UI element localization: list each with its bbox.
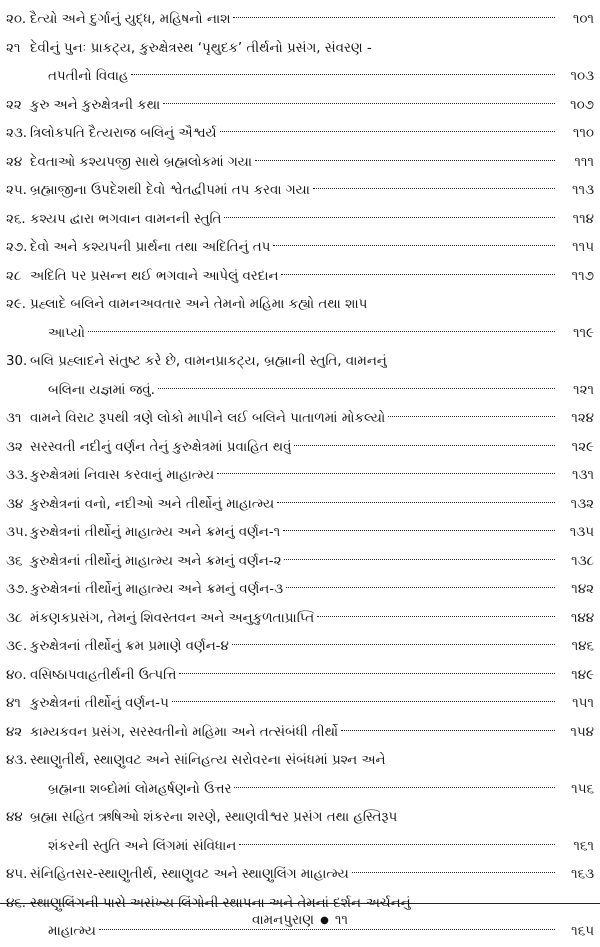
toc-entry-title: મંકણકપ્રસંગ, તેમનું શિવસ્તવન અને અનુકુળતાપ્રાપ્તિ [30,610,315,626]
toc-entry-line [6,605,594,634]
toc-entry-page: ૧૨૪ [571,411,594,426]
toc-entry-line [6,462,594,491]
toc-entry-title: વામને વિરાટ રૂપથી ત્રણે લોકો માપીને લઈ બલિને પાતાળમાં મોકલ્યો [30,411,386,426]
toc-entry-title: ત્રિલોકપતિ દૈત્યરાજ બલિનું ઐશ્વર્ય [30,126,217,141]
toc-entry-number: ૨૦. [6,12,27,27]
footer-book-title: વામનપુરાણ [251,912,315,928]
toc-entry-title: પ્રહ્લાદે બલિને વામનઅવતાર અને તેમનો મહિમા કહ્યો તથા શાપ [30,297,368,312]
toc-entry [6,92,594,121]
toc-entry-title: સરસ્વતી નદીનું વર્ણન તેનું કુરુક્ષેત્રમાં પ્રવાહિત થવું [30,439,292,455]
toc-entry-title: કુરુક્ષેત્રનાં વનો, નદીઓ અને તીર્થોનું માહાત્મ્ય [30,496,275,512]
toc-entry [6,462,594,491]
toc-entry [6,6,594,35]
toc-entry-number: ૨૨ [6,97,22,113]
toc-entry [6,662,594,691]
toc-entry-number: ૪૩. [6,753,28,768]
dot-leader [284,559,555,560]
toc-entry-title: આપ્યો [48,325,85,341]
dot-leader [131,74,555,75]
toc-entry-title: કુરુક્ષેત્રનાં તીર્થોનું માહાત્મ્ય અને ક્રમનું વર્ણન-૧ [30,525,281,540]
toc-entry [6,348,594,405]
dot-leader [352,872,555,873]
toc-entry-line [6,690,594,719]
toc-entry [6,149,594,178]
toc-entry-line [6,149,594,178]
toc-entry [6,804,594,861]
toc-entry-title: બલિ પ્રહ્લાદને સંતુષ્ટ કરે છે, વામનપ્રાકટ્ય, બ્રહ્માની સ્તુતિ, વામનનું [30,354,387,369]
toc-entry-number: 30. [6,354,28,369]
toc-entry-number: ૨૧ [6,40,21,56]
toc-entry-line [6,234,594,263]
dot-leader [313,188,555,189]
toc-entry-page: ૧૧૦ [572,126,594,141]
toc-entry-line [6,434,594,463]
dot-leader [294,445,555,446]
toc-entry [6,405,594,434]
toc-entry [6,206,594,235]
toc-entry-page: ૧૫૧ [572,696,594,711]
dot-leader [220,131,556,132]
toc-entry-page: ૧૧૧ [574,154,594,170]
toc-entry [6,35,594,92]
toc-entry-line [6,776,594,805]
toc-entry-title: કામ્યકવન પ્રસંગ, સરસ્વતીનો મહિમા અને તત્સંબંધી તીર્થો [30,724,339,740]
dot-leader [239,844,555,845]
toc-entry-line [6,861,594,890]
toc-entry-line [6,263,594,292]
toc-entry-title: અદિતિ પર પ્રસન્ન થઈ ભગવાને આપેલું વરદાન [30,268,279,284]
dot-leader [172,701,555,702]
toc-entry-line [6,576,594,605]
toc-entry [6,177,594,206]
toc-entry [6,690,594,719]
toc-entry-number: ૪૦. [6,667,27,683]
toc-entry-page: ૧૧૭ [571,268,594,284]
toc-entry-line [6,548,594,577]
footer-bullet: ● [320,914,329,926]
toc-entry [6,234,594,263]
toc-entry-page: ૧૩૧ [571,468,594,483]
page-footer [0,903,600,936]
toc-entry-line [6,377,594,406]
toc-entry-line [6,405,594,434]
toc-entry-number: ૨૬. [6,211,26,227]
toc-entry-page: ૧૧૯ [572,325,594,341]
toc-entry [6,519,594,548]
dot-leader [277,502,555,503]
toc-entry-title: શંકરની સ્તુતિ અને લિંગમાં સંવિધાન [48,838,237,854]
toc-entry-title: સંનિહિતસર-સ્થાણુતીર્થ, સ્થાણુવટ અને સ્થાણુલિંગ માહાત્મ્ય [30,867,349,882]
dot-leader [163,103,555,104]
toc-entry-title: બ્રહ્મના શબ્દોમાં લોમહર્ષણનો ઉત્તર [48,781,232,797]
toc-entry-number: ૩૩. [6,468,29,483]
dot-leader [234,787,555,788]
toc-entry-page: ૧૨૯ [571,439,594,455]
toc-entry-page: ૧૩૮ [571,553,594,569]
toc-entry [6,719,594,748]
toc-entry-page: ૧૩૫ [569,525,594,540]
toc-entry-number: ૨૩. [6,126,28,141]
dot-leader [233,17,555,18]
toc-entry-page: ૧૧૪ [572,211,594,227]
toc-entry-line [6,662,594,691]
toc-entry-title: તપતીનો વિવાહ [48,69,129,84]
dot-leader [341,730,555,731]
toc-entry-line [6,833,594,862]
dot-leader [317,616,555,617]
toc-entry-title: કુરુક્ષેત્રનાં તીર્થોનું માહાત્મ્ય અને ક્રમનું વર્ણન-૩ [30,582,284,597]
toc-entry-line [6,63,594,92]
table-of-contents [6,6,594,947]
toc-entry-page: ૧૫૬ [571,781,594,797]
toc-entry [6,605,594,634]
dot-leader [88,331,555,332]
dot-leader [224,217,555,218]
toc-entry-title: સ્થાણુલિંગની પાસે અસંખ્ય લિંગોની સ્થાપના અને તેમનાં દર્શન-અર્ચનનું [30,895,411,911]
toc-entry-line [6,719,594,748]
toc-entry-line [6,35,594,64]
toc-entry [6,576,594,605]
toc-entry-page: ૧૬૧ [573,838,594,854]
toc-entry-number: ૪૪ [6,810,23,825]
toc-entry [6,263,594,292]
toc-entry-line [6,92,594,121]
toc-entry-line [6,804,594,833]
dot-leader [281,274,555,275]
toc-entry-page: ૧૪૬ [571,639,594,654]
toc-entry-page: ૧૧૫ [572,240,594,255]
toc-entry-title: કશ્યપ દ્વારા ભગવાન વામનની સ્તુતિ [30,211,222,227]
toc-entry-page: ૧૦૧ [572,12,594,27]
dot-leader [179,673,555,674]
toc-entry-number: ૨૮ [6,268,22,284]
toc-entry-title: કુરુક્ષેત્રમાં નિવાસ કરવાનું માહાત્મ્ય [30,468,215,483]
toc-entry-page: ૧૫૪ [570,724,594,740]
toc-entry-page: ૧૦૩ [570,69,594,84]
toc-entry [6,291,594,348]
toc-entry-title: દેવીનું પુનઃ પ્રાકટ્ય, કુરુક્ષેત્રસ્થ ‘પૃથુદક’ તીર્થનો પ્રસંગ, સંવરણ - [30,40,372,56]
toc-entry-number: ૨૯. [6,297,27,312]
toc-entry-number: ૩૮ [6,610,23,626]
toc-entry [6,747,594,804]
toc-entry [6,548,594,577]
toc-entry-number: ૩૬ [6,553,23,569]
toc-entry-page: ૧૬૩ [571,867,594,882]
toc-entry-title: માહાત્મ્ય [48,924,96,939]
toc-entry-title: કુરુક્ષેત્રનાં તીર્થોનું વર્ણન-૫ [30,696,169,711]
toc-entry-page: ૧૨૧ [573,382,594,398]
toc-entry-line [6,177,594,206]
toc-entry [6,491,594,520]
toc-entry-title: બ્રહ્મા સહિત ઋષિઓ શંકરના શરણે, સ્થાણવીશ્વર પ્રસંગ તથા હસ્તિરૂપ [30,810,398,825]
toc-entry-number: ૨૫. [6,183,27,198]
dot-leader [158,388,555,389]
toc-entry-number: ૩૫. [6,525,28,540]
dot-leader [255,160,555,161]
dot-leader [273,245,555,246]
toc-entry-page: ૧૧૩ [571,183,594,198]
toc-entry-number: ૩૨ [6,439,23,455]
dot-leader [286,587,555,588]
toc-entry-number: ૪૨ [6,724,23,740]
toc-entry [6,434,594,463]
toc-entry-number: ૪૫. [6,867,28,882]
dot-leader [283,530,555,531]
toc-entry-title: બ્રહ્માજીના ઉપદેશથી દેવો શ્વેતદ્વીપમાં તપ કરવા ગયા [30,183,310,198]
toc-entry-number: ૪૧ [6,696,21,711]
toc-entry-line [6,491,594,520]
toc-entry-title: કુરુ અને કુરુક્ષેત્રની કથા [30,97,161,113]
toc-entry-number: ૨૪ [6,154,23,170]
toc-entry-line [6,320,594,349]
toc-entry-title: દેવો અને કશ્યપની પ્રાર્થના તથા અદિતિનું તપ [30,240,271,255]
toc-entry-page: ૧૪૯ [571,667,594,683]
toc-entry-number: ૩૭. [6,582,29,597]
toc-entry-number: ૩૪ [6,496,24,512]
dot-leader [217,473,555,474]
toc-entry-title: સ્થાણુતીર્થ, સ્થાણુવટ અને સાંનિહત્ય સરોવરના સંબંધમાં પ્રશ્ન અને [30,753,386,768]
toc-entry-line [6,6,594,35]
toc-entry-title: વસિષ્ઠાપવાહતીર્થની ઉત્પત્તિ [30,667,177,683]
toc-entry-title: દૈત્યો અને દુર્ગાનું યુદ્ધ, મહિષનો નાશ [30,12,231,27]
dot-leader [232,644,555,645]
toc-entry-line [6,348,594,377]
toc-entry-number: ૩૧ [6,411,22,426]
toc-entry-title: દેવતાઓ કશ્યપજી સાથે બ્રહ્મલોકમાં ગયા [30,154,252,170]
toc-entry-title: કુરુક્ષેત્રનાં તીર્થોનું ક્રમ પ્રમાણે વર્ણન-૪ [30,639,229,654]
toc-entry-title: બલિના યજ્ઞમાં જવું. [48,382,155,398]
toc-entry-line [6,519,594,548]
toc-entry-page: ૧૪૨ [571,582,594,597]
toc-entry-title: કુરુક્ષેત્રનાં તીર્થોનું માહાત્મ્ય અને ક્રમનું વર્ણન-૨ [30,553,282,569]
toc-entry-page: ૧૩૨ [570,496,594,512]
toc-entry-number: ૨૭. [6,240,28,255]
toc-entry-page: ૧૬૫ [571,924,594,939]
toc-entry-line [6,206,594,235]
footer-page-number: ૧૧ [334,912,349,928]
toc-entry-line [6,747,594,776]
toc-entry-page: ૧૦૭ [570,97,594,113]
toc-entry-line [6,120,594,149]
toc-entry-line [6,633,594,662]
toc-entry-number: ૪૬. [6,895,27,911]
dot-leader [388,416,555,417]
toc-entry [6,120,594,149]
toc-entry-line [6,291,594,320]
toc-entry [6,633,594,662]
toc-entry-page: ૧૪૪ [570,610,594,626]
toc-entry [6,861,594,890]
toc-entry-number: ૩૯. [6,639,28,654]
